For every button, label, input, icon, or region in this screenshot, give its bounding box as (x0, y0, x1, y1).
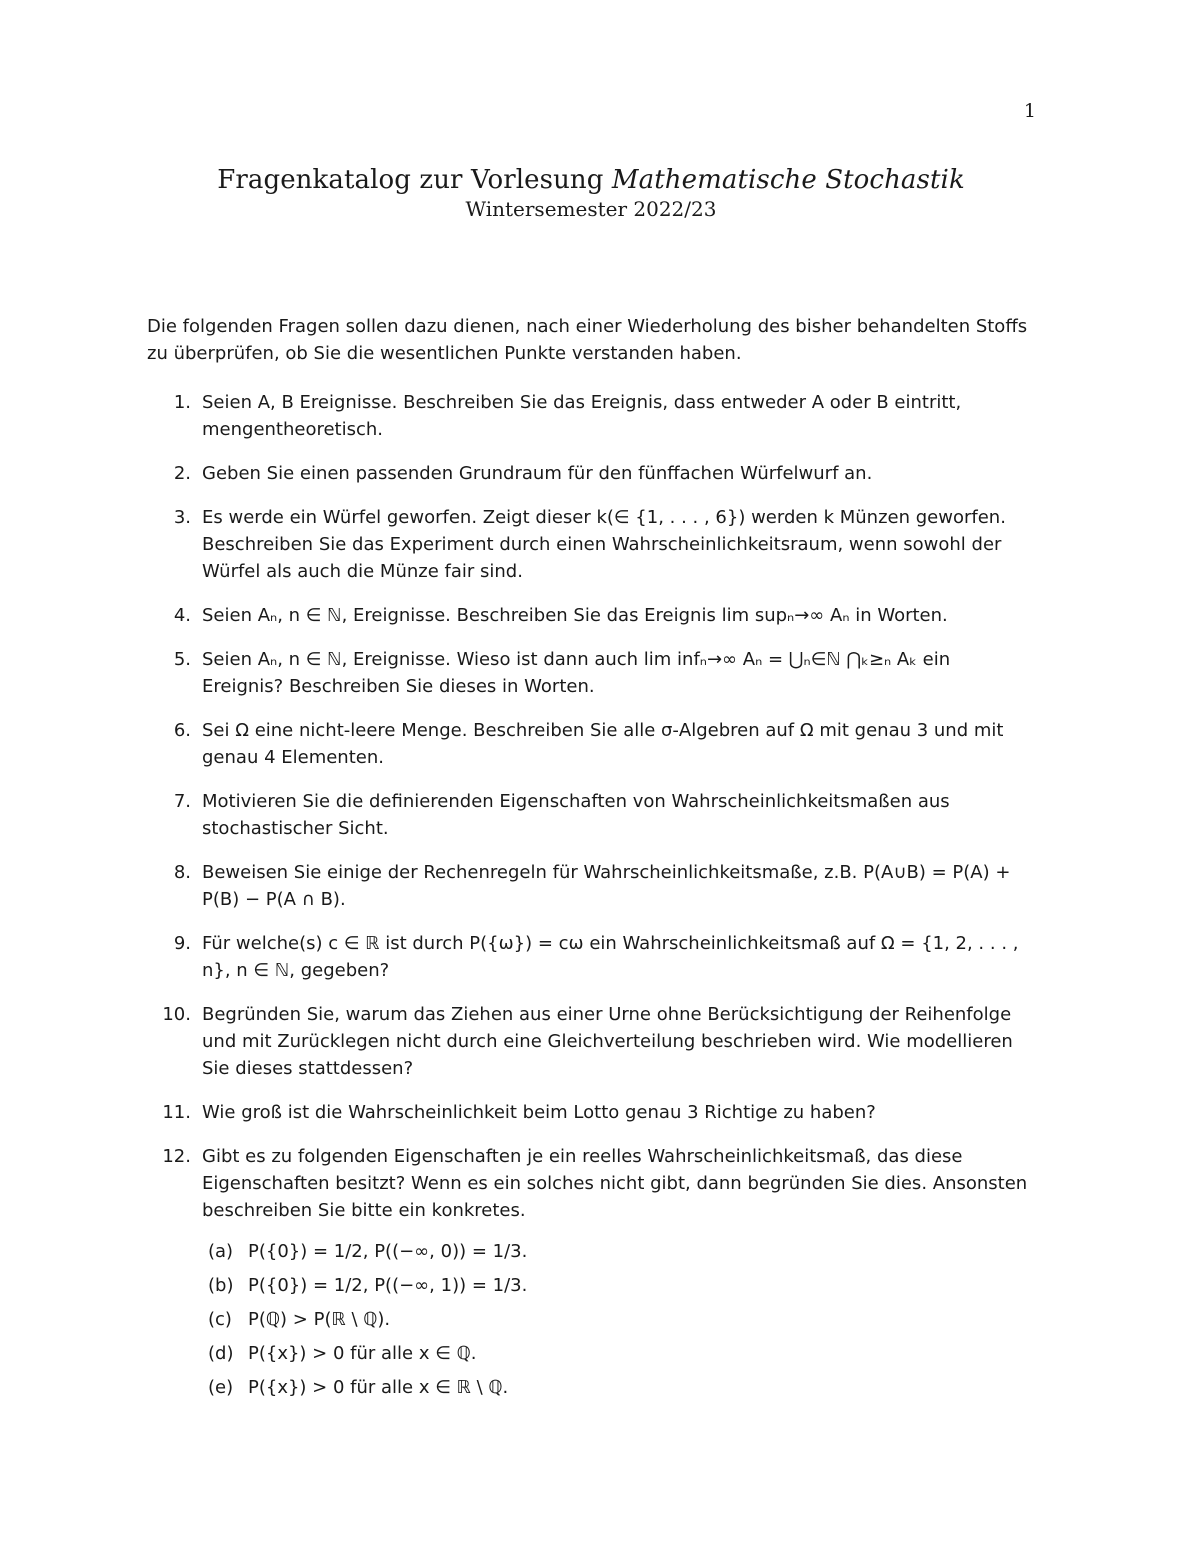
document-title (0, 165, 1182, 195)
question-number: 7. (173, 791, 191, 812)
question-item (147, 1143, 1037, 1401)
question-number: 1. (173, 392, 191, 413)
title-prefix: Fragenkatalog zur Vorlesung (217, 165, 604, 195)
question-item (147, 1099, 1037, 1126)
subquestion-item (202, 1340, 1037, 1367)
question-item (147, 930, 1037, 984)
subquestion-item (202, 1272, 1037, 1299)
page-number: 1 (1023, 100, 1036, 122)
question-item (147, 460, 1037, 487)
question-text: Wie groß ist die Wahrscheinlichkeit beim Lotto genau 3 Richtige zu haben? (202, 1102, 876, 1123)
subquestion-list (202, 1238, 1037, 1401)
question-text: Seien A, B Ereignisse. Beschreiben Sie das Ereignis, dass entweder A oder B eintritt, mengentheoretisch. (202, 392, 962, 440)
subquestion-text: P({x}) > 0 für alle x ∈ ℝ \ ℚ. (248, 1377, 509, 1398)
subquestion-label: (b) (208, 1275, 234, 1296)
question-item (147, 646, 1037, 700)
question-item (147, 717, 1037, 771)
question-text: Begründen Sie, warum das Ziehen aus einer Urne ohne Berücksichtigung der Reihenfolge und mit Zurücklegen nicht durch eine Gleichverteilung beschrieben wird. Wie modellieren Sie dieses stattdessen? (202, 1004, 1013, 1079)
question-number: 6. (173, 720, 191, 741)
question-number: 11. (162, 1102, 191, 1123)
subquestion-label: (d) (208, 1343, 234, 1364)
document-body (147, 313, 1037, 1418)
subquestion-text: P(ℚ) > P(ℝ \ ℚ). (248, 1309, 391, 1330)
subquestion-item (202, 1306, 1037, 1333)
question-text: Beweisen Sie einige der Rechenregeln für Wahrscheinlichkeitsmaße, z.B. P(A∪B) = P(A) + P(B) − P(A ∩ B). (202, 862, 1011, 910)
question-item (147, 504, 1037, 585)
question-list (147, 389, 1037, 1401)
question-item (147, 859, 1037, 913)
question-item (147, 788, 1037, 842)
subquestion-text: P({0}) = 1/2, P((−∞, 1)) = 1/3. (248, 1275, 528, 1296)
question-item (147, 1001, 1037, 1082)
subquestion-label: (e) (208, 1377, 234, 1398)
subquestion-item (202, 1374, 1037, 1401)
subquestion-label: (a) (208, 1241, 234, 1262)
intro-paragraph: Die folgenden Fragen sollen dazu dienen, nach einer Wiederholung des bisher behandelten Stoffs zu überprüfen, ob Sie die wesentlichen Punkte verstanden haben. (147, 316, 1028, 364)
question-text: Es werde ein Würfel geworfen. Zeigt dieser k(∈ {1, . . . , 6}) werden k Münzen geworfen. Beschreiben Sie das Experiment durch einen Wahrscheinlichkeitsraum, wenn sowohl der Würfel als auch die Münze fair sind. (202, 507, 1006, 582)
question-text: Seien Aₙ, n ∈ ℕ, Ereignisse. Beschreiben Sie das Ereignis lim supₙ→∞ Aₙ in Worten. (202, 605, 948, 626)
question-number: 8. (173, 862, 191, 883)
question-text: Sei Ω eine nicht-leere Menge. Beschreiben Sie alle σ-Algebren auf Ω mit genau 3 und mit genau 4 Elementen. (202, 720, 1004, 768)
question-text: Für welche(s) c ∈ ℝ ist durch P({ω}) = cω ein Wahrscheinlichkeitsmaß auf Ω = {1, 2, . . . , n}, n ∈ ℕ, gegeben? (202, 933, 1019, 981)
subquestion-label: (c) (208, 1309, 232, 1330)
document-subtitle: Wintersemester 2022/23 (465, 197, 717, 221)
question-number: 12. (162, 1146, 191, 1167)
title-course-name: Mathematische Stochastik (611, 165, 965, 195)
question-text: Seien Aₙ, n ∈ ℕ, Ereignisse. Wieso ist dann auch lim infₙ→∞ Aₙ = ⋃ₙ∈ℕ ⋂ₖ≥ₙ Aₖ ein Ereignis? Beschreiben Sie dieses in Worten. (202, 649, 951, 697)
question-text: Motivieren Sie die definierenden Eigenschaften von Wahrscheinlichkeitsmaßen aus stochastischer Sicht. (202, 791, 950, 839)
question-text: Geben Sie einen passenden Grundraum für den fünffachen Würfelwurf an. (202, 463, 873, 484)
question-item (147, 389, 1037, 443)
question-number: 2. (173, 463, 191, 484)
question-number: 4. (173, 605, 191, 626)
question-text: Gibt es zu folgenden Eigenschaften je ein reelles Wahrscheinlichkeitsmaß, das diese Eigenschaften besitzt? Wenn es ein solches nicht gibt, dann begründen Sie dies. Ansonsten beschreiben Sie bitte ein konkretes. (202, 1146, 1028, 1221)
question-number: 10. (162, 1004, 191, 1025)
subquestion-text: P({x}) > 0 für alle x ∈ ℚ. (248, 1343, 477, 1364)
question-number: 5. (173, 649, 191, 670)
document-header (0, 165, 1182, 221)
question-number: 3. (173, 507, 191, 528)
question-number: 9. (173, 933, 191, 954)
subquestion-text: P({0}) = 1/2, P((−∞, 0)) = 1/3. (248, 1241, 528, 1262)
subquestion-item (202, 1238, 1037, 1265)
question-item (147, 602, 1037, 629)
